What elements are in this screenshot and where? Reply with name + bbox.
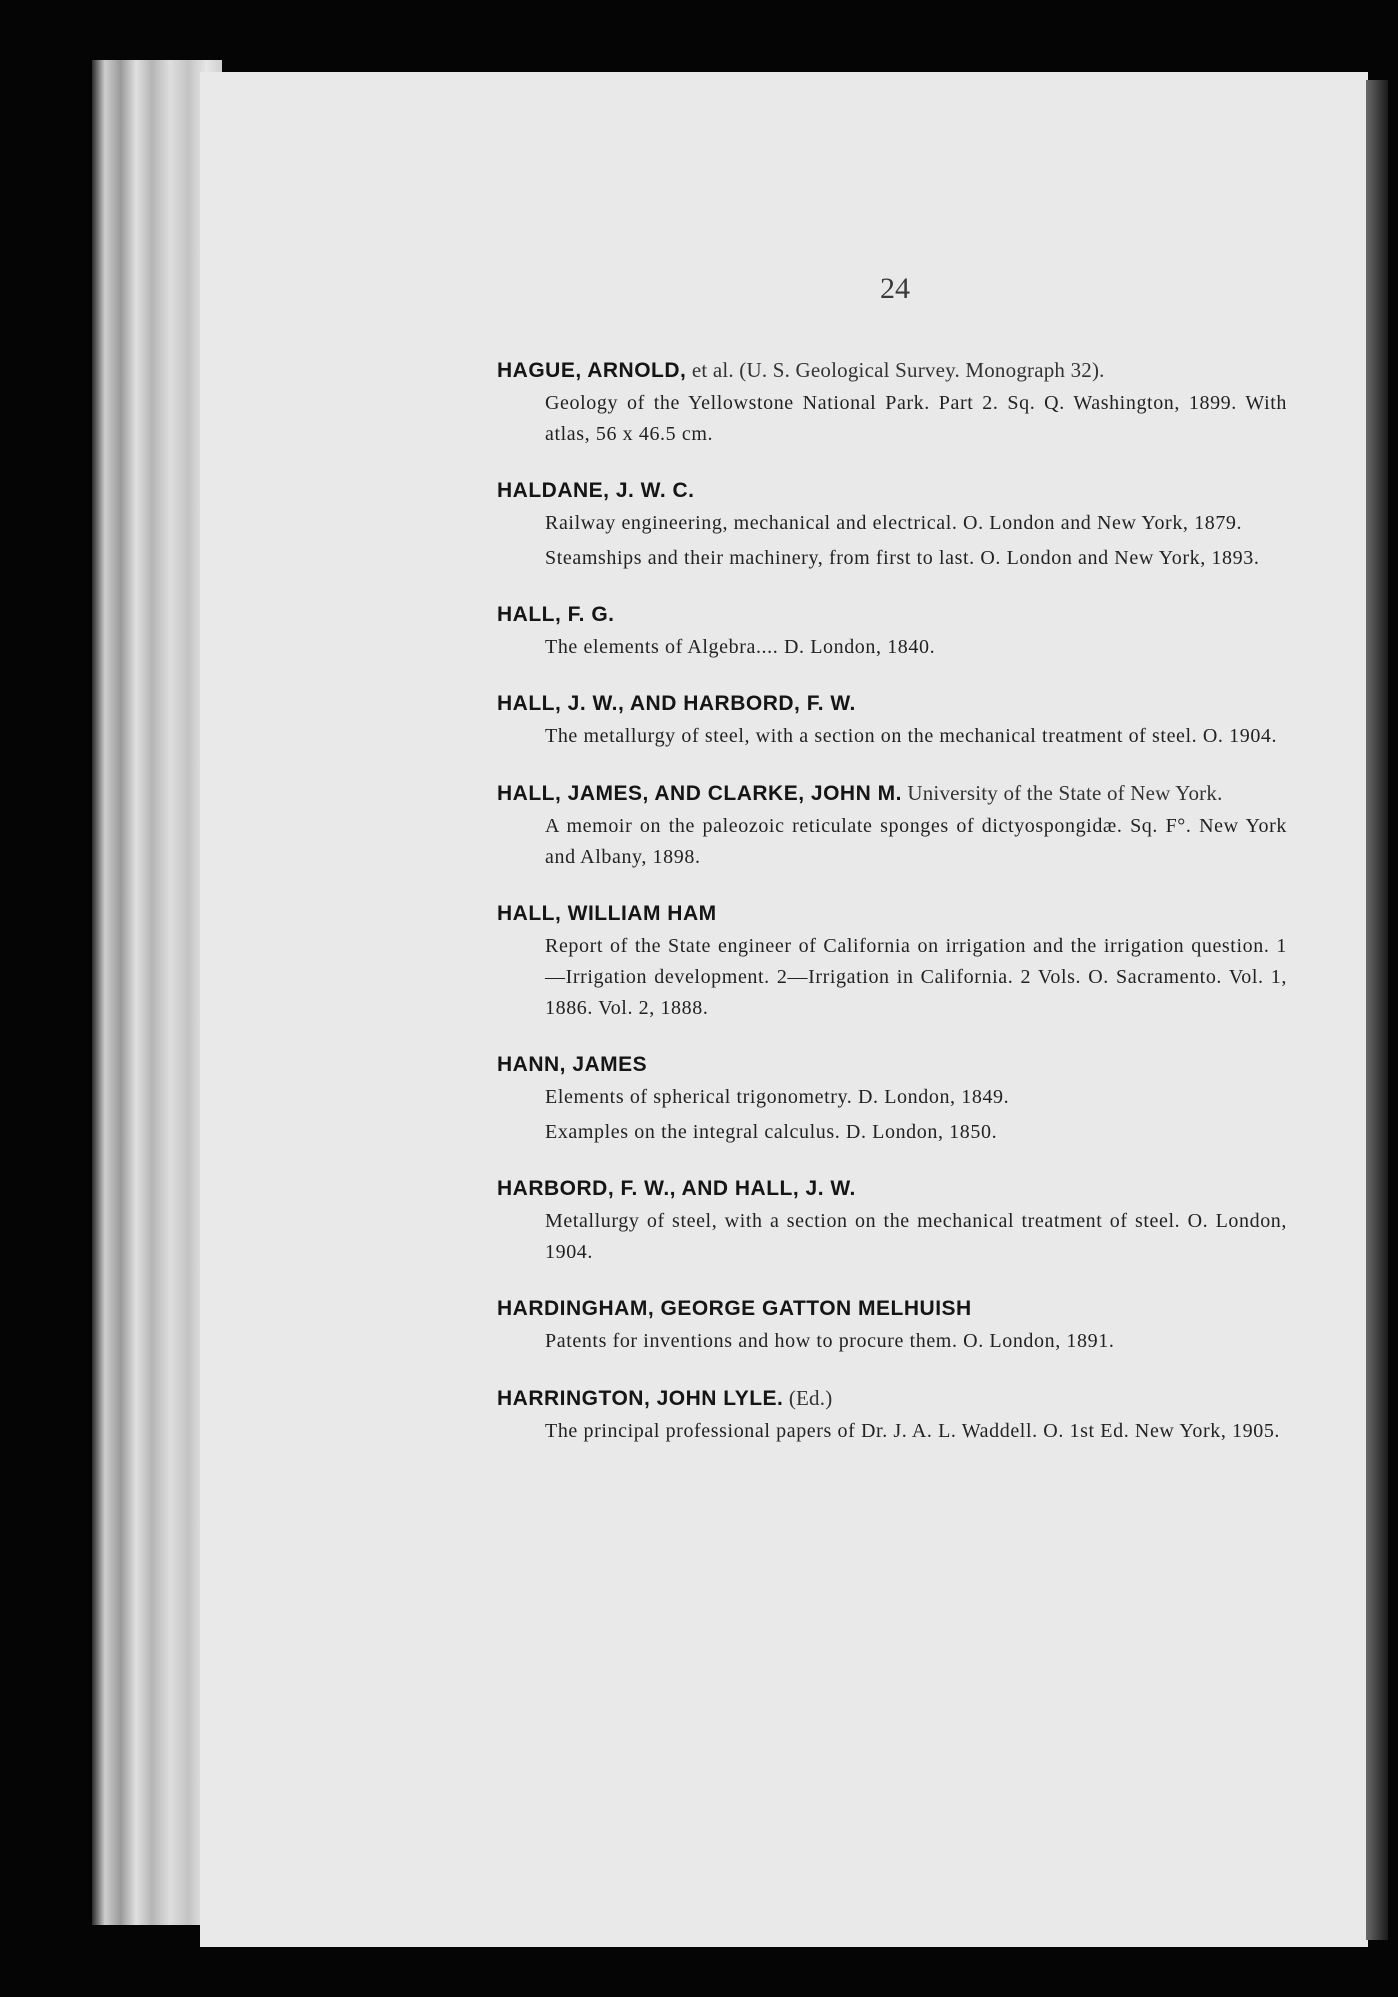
work-item: Patents for inventions and how to procure them. O. London, 1891. xyxy=(545,1330,1115,1352)
work-item: Steamships and their machinery, from first to last. O. London and New York, 1893. xyxy=(545,547,1260,569)
work-item: The metallurgy of steel, with a section on the mechanical treatment of steel. O. 1904. xyxy=(545,725,1278,747)
entry-harrington xyxy=(497,1383,1287,1447)
author-name: HALL, JAMES, AND CLARKE, JOHN M. xyxy=(497,782,902,805)
entry-hague xyxy=(497,355,1287,450)
author-name: HANN, JAMES xyxy=(497,1053,648,1076)
entry-harbord xyxy=(497,1174,1287,1268)
work-item: A memoir on the paleozoic reticulate sponges of dictyospongidæ. Sq. F°. New York and Albany, 1898. xyxy=(545,815,1287,868)
page-number: 24 xyxy=(880,272,910,305)
work-item: The principal professional papers of Dr. J. A. L. Waddell. O. 1st Ed. New York, 1905. xyxy=(545,1420,1281,1442)
author-name: HARRINGTON, JOHN LYLE. xyxy=(497,1387,784,1410)
author-name: HALL, WILLIAM HAM xyxy=(497,902,717,925)
work-item: Elements of spherical trigonometry. D. London, 1849. xyxy=(545,1086,1010,1108)
entry-heading xyxy=(497,1174,1287,1204)
entry-hardingham xyxy=(497,1294,1287,1357)
author-name: HALL, F. G. xyxy=(497,603,615,626)
entry-heading xyxy=(497,689,1287,719)
author-note: University of the State of New York. xyxy=(901,781,1223,805)
entry-heading xyxy=(497,778,1287,809)
work-item: The elements of Algebra.... D. London, 1840. xyxy=(545,636,936,658)
entry-heading xyxy=(497,1383,1287,1414)
entry-heading xyxy=(497,476,1287,506)
entry-hall-william xyxy=(497,899,1287,1024)
entry-heading xyxy=(497,899,1287,929)
bibliography-list xyxy=(497,355,1287,1473)
author-name: HAGUE, ARNOLD, xyxy=(497,359,687,382)
entry-heading xyxy=(497,1294,1287,1324)
author-name: HALL, J. W., AND HARBORD, F. W. xyxy=(497,692,856,715)
author-note: (Ed.) xyxy=(783,1386,833,1410)
entry-heading xyxy=(497,600,1287,630)
work-item: Metallurgy of steel, with a section on the mechanical treatment of steel. O. London, 1904. xyxy=(545,1210,1287,1263)
work-item: Geology of the Yellowstone National Park. Part 2. Sq. Q. Washington, 1899. With atlas, 56 x 46.5 cm. xyxy=(545,392,1287,445)
entry-hall-jw xyxy=(497,689,1287,752)
author-name: HALDANE, J. W. C. xyxy=(497,479,695,502)
author-note: et al. (U. S. Geological Survey. Monograph 32). xyxy=(686,358,1105,382)
work-item: Report of the State engineer of California on irrigation and the irrigation question. 1—Irrigation development. 2—Irrigation in California. 2 Vols. O. Sacramento. Vol. 1, 1886. Vol. 2, 1888. xyxy=(545,935,1287,1019)
entry-heading xyxy=(497,355,1287,386)
work-item: Railway engineering, mechanical and electrical. O. London and New York, 1879. xyxy=(545,512,1243,534)
binding-shadow xyxy=(1366,80,1388,1940)
entry-heading xyxy=(497,1050,1287,1080)
entry-haldane xyxy=(497,476,1287,574)
entry-hann xyxy=(497,1050,1287,1148)
entry-hall-fg xyxy=(497,600,1287,663)
work-item: Examples on the integral calculus. D. London, 1850. xyxy=(545,1121,998,1143)
author-name: HARDINGHAM, GEORGE GATTON MELHUISH xyxy=(497,1297,972,1320)
entry-hall-james xyxy=(497,778,1287,873)
author-name: HARBORD, F. W., AND HALL, J. W. xyxy=(497,1177,856,1200)
